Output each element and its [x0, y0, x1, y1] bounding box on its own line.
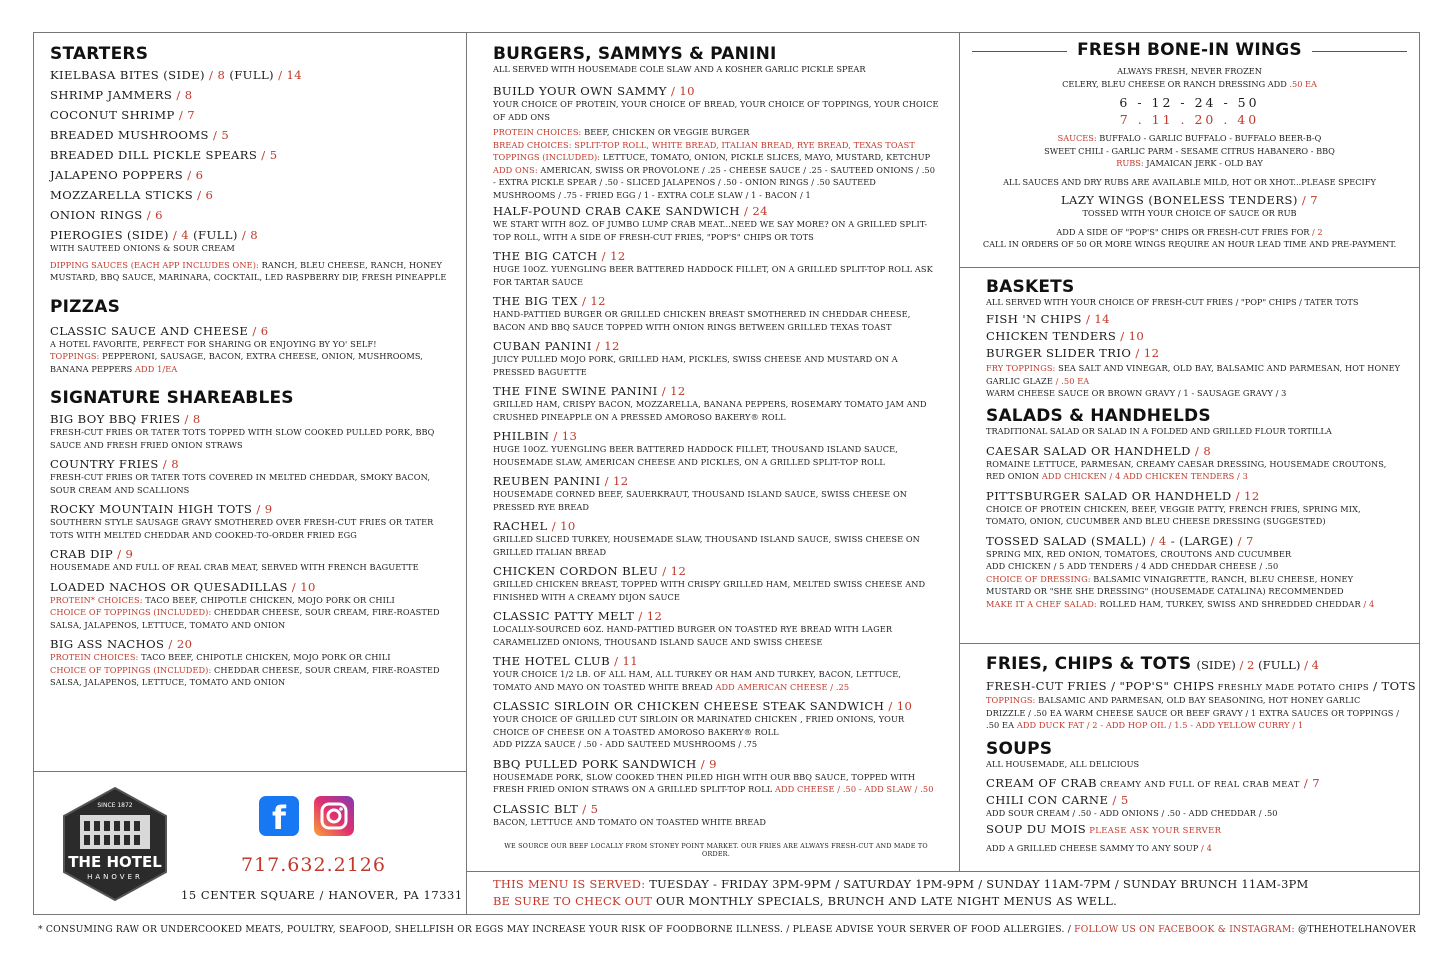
wings-line2: CELERY, BLEU CHEESE OR RANCH DRESSING ADD .50 EA [1062, 78, 1317, 89]
menu-item: HALF-POUND CRAB CAKE SANDWICH / 24 [493, 204, 768, 218]
salads-title: SALADS & HANDHELDS [986, 405, 1211, 426]
menu-item: ROCKY MOUNTAIN HIGH TOTS / 9 [50, 502, 273, 516]
wing-heat-note: ALL SAUCES AND DRY RUBS ARE AVAILABLE MILD, HOT OR XHOT...PLEASE SPECIFY [1003, 176, 1376, 187]
menu-item: ONION RINGS / 6 [50, 208, 163, 222]
dipping-sauces: DIPPING SAUCES (EACH APP INCLUDES ONE): RANCH, BLEU CHEESE, RANCH, HONEY MUSTARD, BBQ SAUCE, MARINARA, COCKTAIL, LED RASPBERRY DIP, FRESH PINEAPPLE [50, 259, 447, 282]
check-out-line: BE SURE TO CHECK OUT OUR MONTHLY SPECIALS, BRUNCH AND LATE NIGHT MENUS AS WELL. [493, 894, 1118, 908]
soups-title: SOUPS [986, 738, 1053, 759]
wing-sauces-2: SWEET CHILI - GARLIC PARM - SESAME CITRUS HABANERO - BBQ [1044, 145, 1335, 156]
item-desc: YOUR CHOICE OF GRILLED CUT SIRLOIN OR MARINATED CHICKEN , FRIED ONIONS, YOUR CHOICE OF CHEESE ON A TOASTED AMOROSO BAKERY® ROLL [493, 714, 905, 737]
hours-panel [466, 871, 1420, 915]
item-desc: YOUR CHOICE 1/2 LB. OF ALL HAM, ALL TURKEY OR HAM AND TURKEY, BACON, LETTUCE, TOMATO AND MAYO ON TOASTED WHITE BREAD ADD AMERICAN CHEESE / .25 [493, 669, 902, 692]
menu-item: PITTSBURGER SALAD OR HANDHELD / 12 [986, 488, 1260, 503]
menu-item: BIG BOY BBQ FRIES / 8 [50, 412, 201, 426]
pizzas-title: PIZZAS [50, 296, 121, 317]
facebook-icon[interactable] [259, 796, 299, 836]
menu-hours: THIS MENU IS SERVED: TUESDAY - FRIDAY 3PM-9PM / SATURDAY 1PM-9PM / SUNDAY 11AM-7PM / SUNDAY BRUNCH 11AM-3PM [493, 877, 1309, 891]
wing-sauces: SAUCES: BUFFALO - GARLIC BUFFALO - BUFFALO BEER-B-Q [1057, 133, 1322, 143]
basket-list [986, 312, 1401, 360]
burger-list [493, 204, 939, 828]
item-addons: ADD CHICKEN / 5 ADD TENDERS / 4 ADD CHEDDAR CHEESE / .50 [986, 561, 1279, 571]
menu-item: BREADED MUSHROOMS / 5 [50, 128, 230, 142]
menu-item: REUBEN PANINI / 12 [493, 474, 629, 488]
item-desc: TOSSED WITH YOUR CHOICE OF SAUCE OR RUB [1082, 208, 1297, 218]
chef-salad: MAKE IT A CHEF SALAD: ROLLED HAM, TURKEY, SWISS AND SHREDDED CHEDDAR / 4 [986, 598, 1375, 609]
item-addons: ADD SOUR CREAM / .50 - ADD ONIONS / .50 - ADD CHEDDAR / .50 [986, 807, 1278, 818]
shareables-list [50, 412, 450, 689]
item-desc: YOUR CHOICE OF PROTEIN, YOUR CHOICE OF BREAD, YOUR CHOICE OF TOPPINGS, YOUR CHOICE OF ADD ONS [493, 99, 939, 122]
fries-toppings: TOPPINGS: BALSAMIC AND PARMESAN, OLD BAY SEASONING, HOT HONEY GARLIC DRIZZLE / .50 EA WARM CHEESE SAUCE OR BEEF GRAVY / 1 EXTRA SAUCES OR TOPPINGS / .50 EA ADD DUCK FAT / 2 - ADD HOP OIL / 1.5 - ADD YELLOW CURRY / 1 [986, 695, 1400, 730]
item-desc: HOUSEMADE CORNED BEEF, SAUERKRAUT, THOUSAND ISLAND SAUCE, SWISS CHEESE ON PRESSED RYE BREAD [493, 489, 908, 512]
wing-side: ADD A SIDE OF "POP'S" CHIPS OR FRESH-CUT FRIES FOR / 2 [1056, 226, 1323, 237]
svg-text:f: f [272, 799, 286, 836]
wing-counts: 6 - 12 - 24 - 50 [1119, 95, 1260, 110]
item-desc: FRESH-CUT FRIES OR TATER TOTS COVERED IN MELTED CHEDDAR, SMOKY BACON, SOUR CREAM AND SCALLIONS [50, 472, 431, 495]
baskets-title: BASKETS [986, 277, 1075, 297]
wings-title: FRESH BONE-IN WINGS [1067, 39, 1312, 61]
starters-panel [33, 32, 467, 772]
menu-item: SHRIMP JAMMERS / 8 [50, 88, 193, 102]
menu-item: SOUP DU MOIS PLEASE ASK YOUR SERVER [986, 822, 1222, 836]
item-desc: SPRING MIX, RED ONION, TOMATOES, CROUTONS AND CUCUMBER [986, 548, 1292, 559]
item-desc: A HOTEL FAVORITE, PERFECT FOR SHARING OR ENJOYING BY YO' SELF! [50, 338, 377, 349]
svg-text:THE HOTEL: THE HOTEL [68, 853, 162, 871]
menu-item: CHICKEN CORDON BLEU / 12 [493, 564, 687, 578]
item-desc: HOUSEMADE AND FULL OF REAL CRAB MEAT, SERVED WITH FRENCH BAGUETTE [50, 562, 419, 572]
item-desc: GRILLED CHICKEN BREAST, TOPPED WITH CRISPY GRILLED HAM, MELTED SWISS CHEESE AND FINISHED WITH A CREAMY DIJON SAUCE [493, 579, 926, 602]
fries-options: FRESH-CUT FRIES / "POP'S" CHIPS FRESHLY MADE POTATO CHIPS / TOTS [986, 679, 1416, 693]
baskets-subtitle: ALL SERVED WITH YOUR CHOICE OF FRESH-CUT FRIES / "POP" CHIPS / TATER TOTS [986, 297, 1359, 307]
menu-item: THE BIG TEX / 12 [493, 294, 606, 308]
item-desc: WITH SAUTEED ONIONS & SOUR CREAM [50, 243, 235, 253]
menu-item: BREADED DILL PICKLE SPEARS / 5 [50, 148, 278, 162]
menu-item: COUNTRY FRIES / 8 [50, 457, 179, 471]
menu-item: THE FINE SWINE PANINI / 12 [493, 384, 686, 398]
address: 15 CENTER SQUARE / HANOVER, PA 17331 [181, 888, 463, 902]
wing-rubs: RUBS: JAMAICAN JERK - OLD BAY [1116, 158, 1263, 168]
menu-item: THE HOTEL CLUB / 11 [493, 654, 639, 668]
starters-title: STARTERS [50, 44, 149, 64]
burgers-panel [466, 32, 960, 872]
item-desc: GRILLED SLICED TURKEY, HOUSEMADE SLAW, THOUSAND ISLAND SAUCE, SWISS CHEESE ON GRILLED ITALIAN BREAD [493, 534, 920, 557]
menu-item: BURGER SLIDER TRIO / 12 [986, 346, 1160, 360]
burgers-subtitle: ALL SERVED WITH HOUSEMADE COLE SLAW AND A KOSHER GARLIC PICKLE SPEAR [493, 64, 866, 74]
menu-item: BUILD YOUR OWN SAMMY / 10 [493, 84, 695, 98]
item-desc: WE START WITH 8OZ. OF JUMBO LUMP CRAB MEAT...NEED WE SAY MORE? ON A GRILLED SPLIT-TOP ROLL, WITH A SIDE OF FRESH-CUT FRIES, "POP'S" CHIPS OR TOTS [493, 219, 928, 242]
sourcing-note: WE SOURCE OUR BEEF LOCALLY FROM STONEY POINT MARKET. OUR FRIES ARE ALWAYS FRESH-CUT AND MADE TO ORDER. [504, 842, 928, 858]
wings-line1: ALWAYS FRESH, NEVER FROZEN [1117, 66, 1262, 76]
fries-header: FRIES, CHIPS & TOTS (SIDE) / 2 (FULL) / 4 [986, 654, 1320, 674]
menu-item: CRAB DIP / 9 [50, 547, 134, 561]
menu-item: CREAM OF CRAB CREAMY AND FULL OF REAL CRAB MEAT / 7 [986, 775, 1320, 790]
menu-item: CLASSIC PATTY MELT / 12 [493, 609, 663, 623]
wings-panel [959, 32, 1420, 268]
item-desc: GRILLED HAM, CRISPY BACON, MOZZARELLA, BANANA PEPPERS, ROSEMARY TOMATO JAM AND CRUSHED PINEAPPLE ON A PRESSED AMOROSO BAKERY® ROLL [493, 399, 927, 422]
soups-subtitle: ALL HOUSEMADE, ALL DELICIOUS [986, 758, 1140, 769]
menu-item: RACHEL / 10 [493, 519, 576, 533]
menu-item: FISH 'N CHIPS / 14 [986, 312, 1110, 326]
item-desc: HUGE 10OZ. YUENGLING BEER BATTERED HADDOCK FILLET, THOUSAND ISLAND SAUCE, HOUSEMADE SLAW, AMERICAN CHEESE AND PICKLES, ON A GRILLED SPLIT-TOP ROLL [493, 444, 898, 467]
menu-item: JALAPENO POPPERS / 6 [50, 168, 204, 182]
menu-item: KIELBASA BITES (SIDE) / 8 (FULL) / 14 [50, 68, 303, 82]
byo-toppings: TOPPINGS (INCLUDED): LETTUCE, TOMATO, ONION, PICKLE SLICES, MAYO, MUSTARD, KETCHUP [493, 152, 931, 162]
menu-item: CUBAN PANINI / 12 [493, 339, 620, 353]
menu-item: PIEROGIES (SIDE) / 4 (FULL) / 8 [50, 228, 259, 242]
item-desc: JUICY PULLED MOJO PORK, GRILLED HAM, PICKLES, SWISS CHEESE AND MUSTARD ON A PRESSED BAGUETTE [493, 354, 898, 377]
wing-call-note: CALL IN ORDERS OF 50 OR MORE WINGS REQUIRE AN HOUR LEAD TIME AND PRE-PAYMENT. [982, 239, 1397, 249]
menu-item: THE BIG CATCH / 12 [493, 249, 626, 263]
menu-item: PHILBIN / 13 [493, 429, 578, 443]
item-desc: LOCALLY-SOURCED 6OZ. HAND-PATTIED BURGER ON TOASTED RYE BREAD WITH LAGER CARAMELIZED ONIONS, THOUSAND ISLAND SAUCE AND SWISS CHEESE [493, 624, 893, 647]
baskets-panel [959, 267, 1420, 644]
menu-item: COCONUT SHRIMP / 7 [50, 108, 195, 122]
menu-item: CLASSIC SAUCE AND CHEESE / 6 [50, 323, 269, 338]
starters-list [50, 68, 450, 255]
pizza-toppings: TOPPINGS: PEPPERONI, SAUSAGE, BACON, EXTRA CHEESE, ONION, MUSHROOMS, BANANA PEPPERS ADD 1/EA [50, 351, 423, 374]
item-desc: ROMAINE LETTUCE, PARMESAN, CREAMY CAESAR DRESSING, HOUSEMADE CROUTONS, RED ONION ADD CHICKEN / 4 ADD CHICKEN TENDERS / 3 [986, 458, 1387, 481]
item-desc: HOUSEMADE PORK, SLOW COOKED THEN PILED HIGH WITH OUR BBQ SAUCE, TOPPED WITH FRESH FRIED ONION STRAWS ON A GRILLED SPLIT-TOP ROLL ADD CHEESE / .50 - ADD SLAW / .50 [493, 771, 934, 794]
salads-subtitle: TRADITIONAL SALAD OR SALAD IN A FOLDED AND GRILLED FLOUR TORTILLA [986, 425, 1332, 436]
protein-choices: PROTEIN CHOICES: TACO BEEF, CHIPOTLE CHICKEN, MOJO PORK OR CHILI [50, 652, 391, 662]
menu-item: LOADED NACHOS OR QUESADILLAS / 10 [50, 579, 316, 594]
menu-item: BBQ PULLED PORK SANDWICH / 9 [493, 756, 717, 771]
item-desc: FRESH-CUT FRIES OR TATER TOTS TOPPED WITH SLOW COOKED PULLED PORK, BBQ SAUCE AND FRESH FRIED ONION STRAWS [50, 427, 435, 450]
svg-text:HANOVER: HANOVER [87, 873, 143, 881]
fries-title: FRIES, CHIPS & TOTS [986, 654, 1192, 674]
grilled-cheese-addon: ADD A GRILLED CHEESE SAMMY TO ANY SOUP / 4 [986, 843, 1212, 853]
menu-item: CLASSIC BLT / 5 [493, 801, 599, 816]
menu-item: TOSSED SALAD (SMALL) / 4 - (LARGE) / 7 [986, 533, 1254, 548]
instagram-icon[interactable] [314, 796, 354, 836]
menu-item: CHILI CON CARNE / 5 [986, 792, 1129, 807]
hotel-logo [56, 785, 174, 903]
fry-toppings: FRY TOPPINGS: SEA SALT AND VINEGAR, OLD BAY, BALSAMIC AND PARMESAN, HOT HONEY GARLIC GLAZE / .50 EA [986, 363, 1401, 386]
byo-protein: PROTEIN CHOICES: BEEF, CHICKEN OR VEGGIE BURGER [493, 127, 750, 137]
wing-prices: 7 . 11 . 20 . 40 [1119, 112, 1260, 127]
item-desc: CHOICE OF PROTEIN CHICKEN, BEEF, VEGGIE PATTY, FRENCH FRIES, SPRING MIX, TOMATO, ONION, CUCUMBER AND BLEU CHEESE DRESSING (SUGGESTED) [986, 503, 1361, 526]
menu-item: MOZZARELLA STICKS / 6 [50, 188, 214, 202]
svg-text:SINCE 1872: SINCE 1872 [97, 802, 133, 809]
byo-addons: ADD ONS: AMERICAN, SWISS OR PROVOLONE / .25 - CHEESE SAUCE / .25 - SAUTEED ONIONS / .50 - EXTRA PICKLE SPEAR / .50 - SLICED JALAPENOS / .50 - ONION RINGS / .50 SAUTEED MUSHROOMS / .75 - FRIED EGG / 1 - EXTRA COLE SLAW / 1 - BACON / 1 [493, 164, 936, 200]
brand-panel [33, 771, 467, 915]
item-desc: HAND-PATTIED BURGER OR GRILLED CHICKEN BREAST SMOTHERED IN CHEDDAR CHEESE, BACON AND BBQ SAUCE TOPPED WITH ONION RINGS BETWEEN GRILLED TEXAS TOAST [493, 309, 911, 332]
menu-item: LAZY WINGS (BONELESS TENDERS) / 7 [1060, 193, 1319, 207]
fries-soups-panel [959, 643, 1420, 872]
item-desc: HUGE 10OZ. YUENGLING BEER BATTERED HADDOCK FILLET, ON A GRILLED SPLIT-TOP ROLL ASK FOR TARTAR SAUCE [493, 264, 933, 287]
item-desc: BACON, LETTUCE AND TOMATO ON TOASTED WHITE BREAD [493, 816, 767, 827]
menu-item: BIG ASS NACHOS / 20 [50, 637, 193, 651]
menu-item: CHICKEN TENDERS / 10 [986, 329, 1145, 343]
item-desc: SOUTHERN STYLE SAUSAGE GRAVY SMOTHERED OVER FRESH-CUT FRIES OR TATER TOTS WITH MELTED CHEDDAR AND COOKED-TO-ORDER FRIED EGG [50, 517, 434, 540]
protein-choices: PROTEIN* CHOICES: TACO BEEF, CHIPOTLE CHICKEN, MOJO PORK OR CHILI [50, 594, 395, 605]
topping-choices: CHOICE OF TOPPINGS (INCLUDED): CHEDDAR CHEESE, SOUR CREAM, FIRE-ROASTED SALSA, JALAPENOS, LETTUCE, TOMATO AND ONION [50, 607, 440, 630]
footer-disclaimer: * CONSUMING RAW OR UNDERCOOKED MEATS, POULTRY, SEAFOOD, SHELLFISH OR EGGS MAY INCREASE YOUR RISK OF FOODBORNE ILLNESS. / PLEASE ADVISE YOUR SERVER OF FOOD ALLERGIES. / FOLLOW US ON FACEBOOK & INSTAGRAM: @THEHOTELHANOVER [38, 924, 1416, 935]
burgers-title: BURGERS, SAMMYS & PANINI [493, 44, 777, 64]
menu-item: CAESAR SALAD OR HANDHELD / 8 [986, 443, 1212, 458]
byo-bread: BREAD CHOICES: SPLIT-TOP ROLL, WHITE BREAD, ITALIAN BREAD, RYE BREAD, TEXAS TOAST [493, 139, 915, 150]
gravy-note: WARM CHEESE SAUCE OR BROWN GRAVY / 1 - SAUSAGE GRAVY / 3 [986, 388, 1287, 398]
item-addons: ADD PIZZA SAUCE / .50 - ADD SAUTEED MUSHROOMS / .75 [493, 739, 758, 749]
shareables-title: SIGNATURE SHAREABLES [50, 388, 294, 408]
phone-number[interactable]: 717.632.2126 [241, 854, 386, 876]
dressing-choices: CHOICE OF DRESSING: BALSAMIC VINAIGRETTE, RANCH, BLEU CHEESE, HONEY MUSTARD OR "SHE SHE DRESSING" (HOUSEMADE CATALINA) RECOMMENDED [986, 573, 1354, 596]
topping-choices: CHOICE OF TOPPINGS (INCLUDED): CHEDDAR CHEESE, SOUR CREAM, FIRE-ROASTED SALSA, JALAPENOS, LETTUCE, TOMATO AND ONION [50, 664, 440, 687]
menu-item: CLASSIC SIRLOIN OR CHICKEN CHEESE STEAK SANDWICH / 10 [493, 699, 913, 713]
